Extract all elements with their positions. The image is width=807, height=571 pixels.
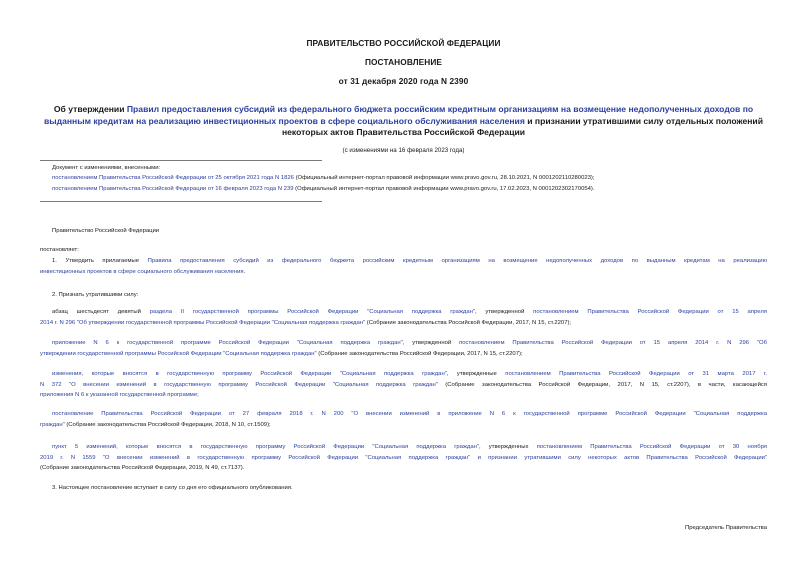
item-5-changes-link[interactable]: пункт 5 изменений, которые вносятся в государственную программу Российской Федерации "Социальная поддержка граждан" xyxy=(52,444,479,450)
title-suffix: и признании утратившими силу отдельных положений некоторых актов Правительства Российской Федерации xyxy=(281,115,763,138)
paragraph-repealed-1: абзац шестьдесят девятый раздела II государственной программы Российской Федерации "Социальная поддержка граждан", утвержденной постановлением Правительства Российской Федерации от 15 апреля 2014 г. N 296 "Об утверждении государственной программы Российской Федерации "Социальная поддержка граждан" (Собрание законодательства Российской Федерации, 2017, N 15, ст.2207); xyxy=(40,309,767,326)
paragraph-3: 3. Настоящее постановление вступает в силу со дня его официального опубликования. xyxy=(52,485,293,491)
title-rules-link[interactable]: Правил предоставления субсидий из федерального бюджета российским кредитным организациям на возмещение недополученных доходов по выданным кредитам на реализацию инвестиционных проектов в сфере социального обслуживания населения xyxy=(44,104,754,126)
program-section-link[interactable]: раздела II государственной программы Российской Федерации "Социальная поддержка граждан" xyxy=(149,309,475,315)
decree-372-link-cont[interactable]: N 372 "О внесении изменений в государственную программу Российской Федерации "Социальная поддержка граждан" xyxy=(40,381,438,388)
decree-1559-link-cont[interactable]: 2019 г. N 1559 "О внесении изменений в государственную программу Российской Федерации "Социальная поддержка граждан" и признании утратившими силу некоторых актов Правительства Российской Федерации" xyxy=(40,454,767,461)
changes-bottom-rule xyxy=(40,201,322,202)
title-prefix: Об утверждении xyxy=(53,104,127,114)
approved-rules-link[interactable]: Правила предоставления субсидий из федерального бюджета российским кредитным организациям на возмещение недополученных доходов по выданным кредитам на реализацию xyxy=(147,258,767,264)
change-source: (Официальный интернет-портал правовой информации www.pravo.gov.ru, 17.02.2023, N 0001202302170054). xyxy=(293,186,595,192)
decree-296-link[interactable]: постановлением Правительства Российской Федерации от 15 апреля 2014 г. N 296 "Об xyxy=(459,340,767,346)
government-name: Правительство Российской Федерации xyxy=(52,228,160,234)
decree-1559-link[interactable]: постановлением Правительства Российской Федерации от 30 ноября xyxy=(536,444,767,450)
change-source: (Официальный интернет-портал правовой информации www.pravo.gov.ru, 28.10.2021, N 0001202110280023); xyxy=(293,175,595,181)
decree-200-link-cont[interactable]: граждан" xyxy=(40,421,65,428)
appendix-6-ref-link[interactable]: приложения N 6 к указанной государственной программе xyxy=(40,392,198,398)
program-changes-link[interactable]: изменения, которые вносятся в государственную программу Российской Федерации "Социальная поддержка граждан" xyxy=(52,371,447,377)
document-date-number: от 31 декабря 2020 года N 2390 xyxy=(338,76,469,86)
change-item xyxy=(52,184,595,195)
decree-296-link[interactable]: постановлением Правительства Российской Федерации от 15 апреля xyxy=(533,309,767,315)
decrees-word: постановляет: xyxy=(40,247,79,253)
issuer-heading: ПРАВИТЕЛЬСТВО РОССИЙСКОЙ ФЕДЕРАЦИИ xyxy=(306,38,501,48)
decree-296-link-cont[interactable]: 2014 г. N 296 "Об утверждении государственной программы Российской Федерации "Социальная поддержка граждан" xyxy=(40,319,366,326)
change-link-1826[interactable]: постановлением Правительства Российской Федерации от 25 октября 2021 года N 1826 xyxy=(52,175,294,181)
signature-title: Председатель Правительства xyxy=(684,525,767,531)
paragraph-repealed-5: пункт 5 изменений, которые вносятся в государственную программу Российской Федерации "Социальная поддержка граждан", утвержденных постановлением Правительства Российской Федерации от 30 ноября 2019 г. N 1559 "О внесении изменений в государственную программу Российской Федерации "Социальная поддержка граждан" и признании утратившими силу некоторых актов Правительства Российской Федерации" (Собрание законодательства Российской Федерации, 2019, N 49, ст.7137). xyxy=(40,444,767,471)
amendment-status: (с изменениями на 16 февраля 2023 года) xyxy=(342,147,465,154)
change-link-239[interactable]: постановлением Правительства Российской Федерации от 16 февраля 2023 года N 239 xyxy=(52,186,294,192)
paragraph-1: 1. Утвердить прилагаемые Правила предоставления субсидий из федерального бюджета российским кредитным организациям на возмещение недополученных доходов по выданным кредитам на реализацию инвестиционных проектов в сфере социального обслуживания населения. xyxy=(40,258,767,275)
changes-heading: Документ с изменениями, внесенными: xyxy=(52,165,161,171)
change-item xyxy=(52,173,595,184)
document-type-heading: ПОСТАНОВЛЕНИЕ xyxy=(364,57,443,67)
paragraph-repealed-3: изменения, которые вносятся в государственную программу Российской Федерации "Социальная поддержка граждан", утвержденные постановлением Правительства Российской Федерации от 31 марта 2017 г. N 372 "О внесении изменений в государственную программу Российской Федерации "Социальная поддержка граждан" (Собрание законодательства Российской Федерации, 2017, N 15, ст.2207), в части, касающейся приложения N 6 к указанной государственной программе; xyxy=(40,371,767,398)
decree-372-link[interactable]: постановлением Правительства Российской Федерации от 31 марта 2017 г. xyxy=(505,371,767,377)
appendix-6-link[interactable]: приложение N 6 к государственной программе Российской Федерации "Социальная поддержка граждан" xyxy=(52,340,403,346)
paragraph-repealed-2: приложение N 6 к государственной программе Российской Федерации "Социальная поддержка граждан", утвержденной постановлением Правительства Российской Федерации от 15 апреля 2014 г. N 296 "Об утверждении государственной программы Российской Федерации "Социальная поддержка граждан" (Собрание законодательства Российской Федерации, 2017, N 15, ст.2207); xyxy=(40,340,767,357)
decree-296-link-cont[interactable]: утверждении государственной программы Российской Федерации "Социальная поддержка граждан" xyxy=(40,350,317,357)
paragraph-repealed-4: постановление Правительства Российской Федерации от 27 февраля 2018 г. N 200 "О внесении изменений в приложение N 6 к государственной программе Российской Федерации "Социальная поддержка граждан" (Собрание законодательства Российской Федерации, 2018, N 10, ст.1509); xyxy=(40,411,767,428)
approved-rules-link-cont[interactable]: инвестиционных проектов в сфере социального обслуживания населения xyxy=(40,268,244,275)
paragraph-2: 2. Признать утратившими силу: xyxy=(52,292,139,298)
changes-top-rule xyxy=(40,160,322,161)
document-title xyxy=(40,104,767,139)
decree-200-link[interactable]: постановление Правительства Российской Федерации от 27 февраля 2018 г. N 200 "О внесении изменений в приложение N 6 к государственной программе Российской Федерации "Социальная поддержка xyxy=(52,411,767,417)
